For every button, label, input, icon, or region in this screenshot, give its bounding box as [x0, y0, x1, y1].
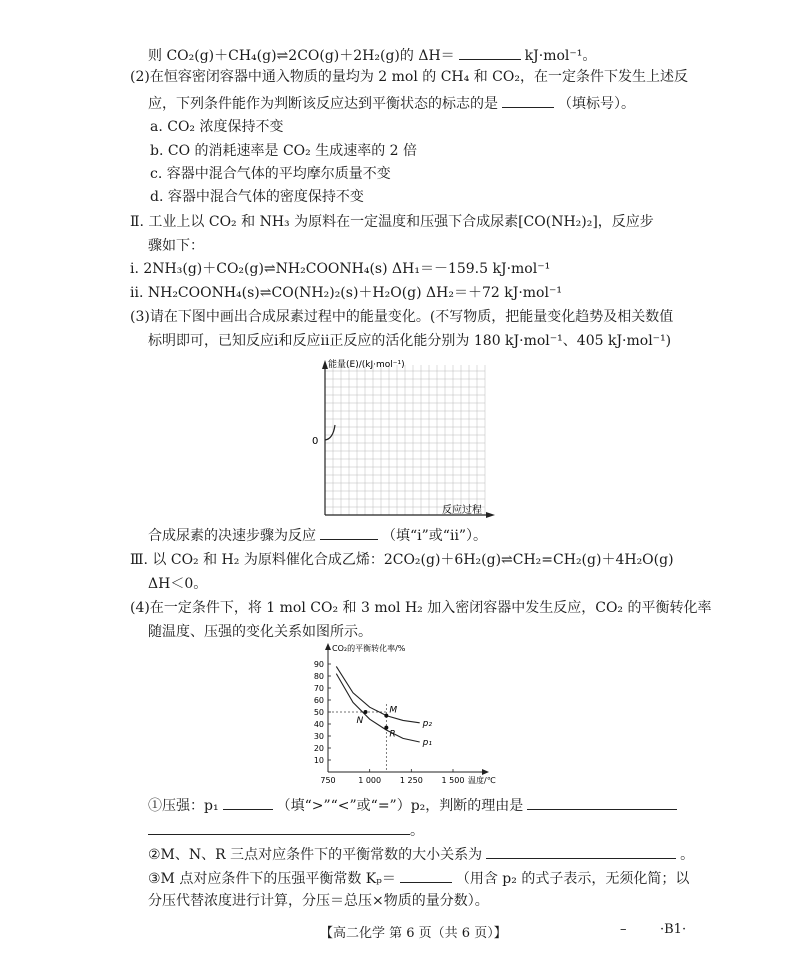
conv-y-tick-label: 60 [313, 696, 324, 705]
conv-point-M [384, 714, 388, 718]
sub-question-1-mid: （填“>”“<”或“=”）p₂，判断的理由是 [276, 798, 524, 814]
s1-reason-blank[interactable] [527, 794, 677, 810]
energy-y-label: 能量(E)/(kJ·mol⁻¹) [328, 360, 405, 370]
conv-point-label: M [389, 705, 398, 716]
conv-y-tick-label: 30 [313, 732, 324, 741]
energy-zero-label: 0 [312, 436, 319, 447]
kp-answer-blank[interactable] [400, 867, 452, 883]
question-3-c-tail: （填“ⅰ”或“ⅱ”）。 [382, 528, 488, 544]
conv-y-tick-label: 90 [313, 660, 324, 669]
conv-y-tick-label: 40 [313, 720, 324, 729]
question-3-line-c [148, 524, 487, 546]
sub-question-3-cont: 分压代替浓度进行计算，分压＝总压×物质的量分数）。 [148, 893, 489, 909]
section-3-line-b: ΔH＜0。 [148, 576, 208, 592]
question-2-text: 应，下列条件能作为判断该反应达到平衡状态的标志的是 [148, 96, 498, 112]
conv-y-tick-label: 50 [313, 708, 324, 717]
section-2-line-b: 骤如下： [148, 238, 204, 254]
conv-y-tick-label: 70 [313, 684, 324, 693]
conv-x-label: 温度/℃ [468, 776, 496, 785]
energy-x-label: 反应过程 [442, 505, 482, 516]
question-3-line-b: 标明即可，已知反应ⅰ和反应ⅱ正反应的活化能分别为 180 kJ·mol⁻¹、405 kJ·mol⁻¹) [148, 333, 672, 349]
conv-y-tick-label: 10 [313, 756, 324, 765]
conv-point-label: R [389, 729, 396, 740]
sub-question-3-text: ③M 点对应条件下的压强平衡常数 Kₚ＝ [148, 871, 396, 887]
conv-y-label: CO₂的平衡转化率/% [332, 644, 406, 653]
question-4-line-a: (4)在一定条件下，将 1 mol CO₂ 和 3 mol H₂ 加入密闭容器中发生反应，CO₂ 的平衡转化率 [130, 600, 712, 616]
conv-y-arrow-icon [325, 643, 331, 650]
option-c: c. 容器中混合气体的平均摩尔质量不变 [150, 166, 391, 182]
conv-x-tick-label: 1 000 [358, 776, 382, 785]
sub-question-2-text: ②M、N、R 三点对应条件下的平衡常数的大小关系为 [148, 847, 483, 863]
sub-question-1-cont [148, 819, 424, 841]
q2-answer-blank[interactable] [502, 92, 554, 108]
sub-question-3 [148, 867, 689, 889]
sub-question-1-end: 。 [410, 823, 424, 839]
conv-series-label: p₂ [422, 718, 432, 729]
conversion-chart [300, 642, 500, 792]
sub-question-1 [148, 794, 677, 816]
conv-point-N [364, 710, 368, 714]
line-1 [148, 44, 596, 66]
energy-diagram[interactable] [300, 355, 500, 520]
line-1-unit: kJ·mol⁻¹。 [524, 48, 597, 64]
footer-dash: – [620, 922, 627, 937]
footer-code: ·B1· [660, 922, 687, 937]
s2-answer-blank[interactable] [486, 843, 676, 859]
section-2-line-a: Ⅱ. 工业上以 CO₂ 和 NH₃ 为原料在一定温度和压强下合成尿素[CO(NH₂)₂]，反应步 [130, 214, 654, 230]
conv-y-tick-label: 80 [313, 672, 324, 681]
s1-reason-blank-2[interactable] [148, 819, 410, 835]
conv-x-tick-label: 750 [320, 776, 336, 785]
question-4-line-b: 随温度、压强的变化关系如图所示。 [148, 624, 372, 640]
conv-y-tick-label: 20 [313, 744, 324, 753]
section-3-line-a: Ⅲ. 以 CO₂ 和 H₂ 为原料催化合成乙烯：2CO₂(g)＋6H₂(g)⇌CH₂=CH₂(g)＋4H₂O(g) [130, 552, 674, 568]
conv-series-label: p₁ [422, 738, 432, 748]
conv-x-arrow-icon [482, 769, 489, 775]
dh-answer-blank[interactable] [459, 44, 521, 60]
reaction-1: ⅰ. 2NH₃(g)＋CO₂(g)⇌NH₂COONH₄(s) ΔH₁＝－159.5 kJ·mol⁻¹ [130, 261, 551, 277]
energy-gridlines [325, 365, 485, 515]
q3-answer-blank[interactable] [320, 524, 378, 540]
option-d: d. 容器中混合气体的密度保持不变 [150, 189, 364, 205]
conv-point-R [384, 726, 388, 730]
s1-compare-blank[interactable] [223, 794, 273, 810]
question-2-line-a: (2)在恒容密闭容器中通入物质的量均为 2 mol 的 CH₄ 和 CO₂，在一定条件下发生上述反 [130, 69, 688, 85]
reaction-2: ⅱ. NH₂COONH₄(s)⇌CO(NH₂)₂(s)＋H₂O(g) ΔH₂＝＋72 kJ·mol⁻¹ [130, 285, 562, 301]
question-2-line-b [148, 92, 635, 114]
energy-x-arrow-icon [486, 512, 495, 518]
sub-question-2-end: 。 [680, 847, 695, 863]
energy-grid-svg [300, 355, 500, 520]
sub-question-2 [148, 843, 694, 865]
conv-series-line-2 [336, 674, 419, 742]
line-1-text: 则 CO₂(g)＋CH₄(g)⇌2CO(g)＋2H₂(g)的 ΔH＝ [148, 48, 455, 64]
conv-point-label: N [356, 716, 364, 726]
sub-question-3-tail: （用含 p₂ 的式子表示，无须化简；以 [455, 871, 690, 887]
sub-question-1-text: ①压强：p₁ [148, 798, 219, 814]
question-3-line-a: (3)请在下图中画出合成尿素过程中的能量变化。(不写物质，把能量变化趋势及相关数值 [130, 309, 674, 325]
conv-x-tick-label: 1 500 [441, 776, 465, 785]
option-b: b. CO 的消耗速率是 CO₂ 生成速率的 2 倍 [150, 143, 418, 159]
conv-x-tick-label: 1 250 [399, 776, 423, 785]
question-3-c-text: 合成尿素的决速步骤为反应 [148, 528, 316, 544]
page-footer: 【高二化学 第 6 页（共 6 页）】 [320, 926, 507, 941]
question-2-tail: （填标号）。 [558, 96, 635, 112]
option-a: a. CO₂ 浓度保持不变 [150, 119, 284, 135]
